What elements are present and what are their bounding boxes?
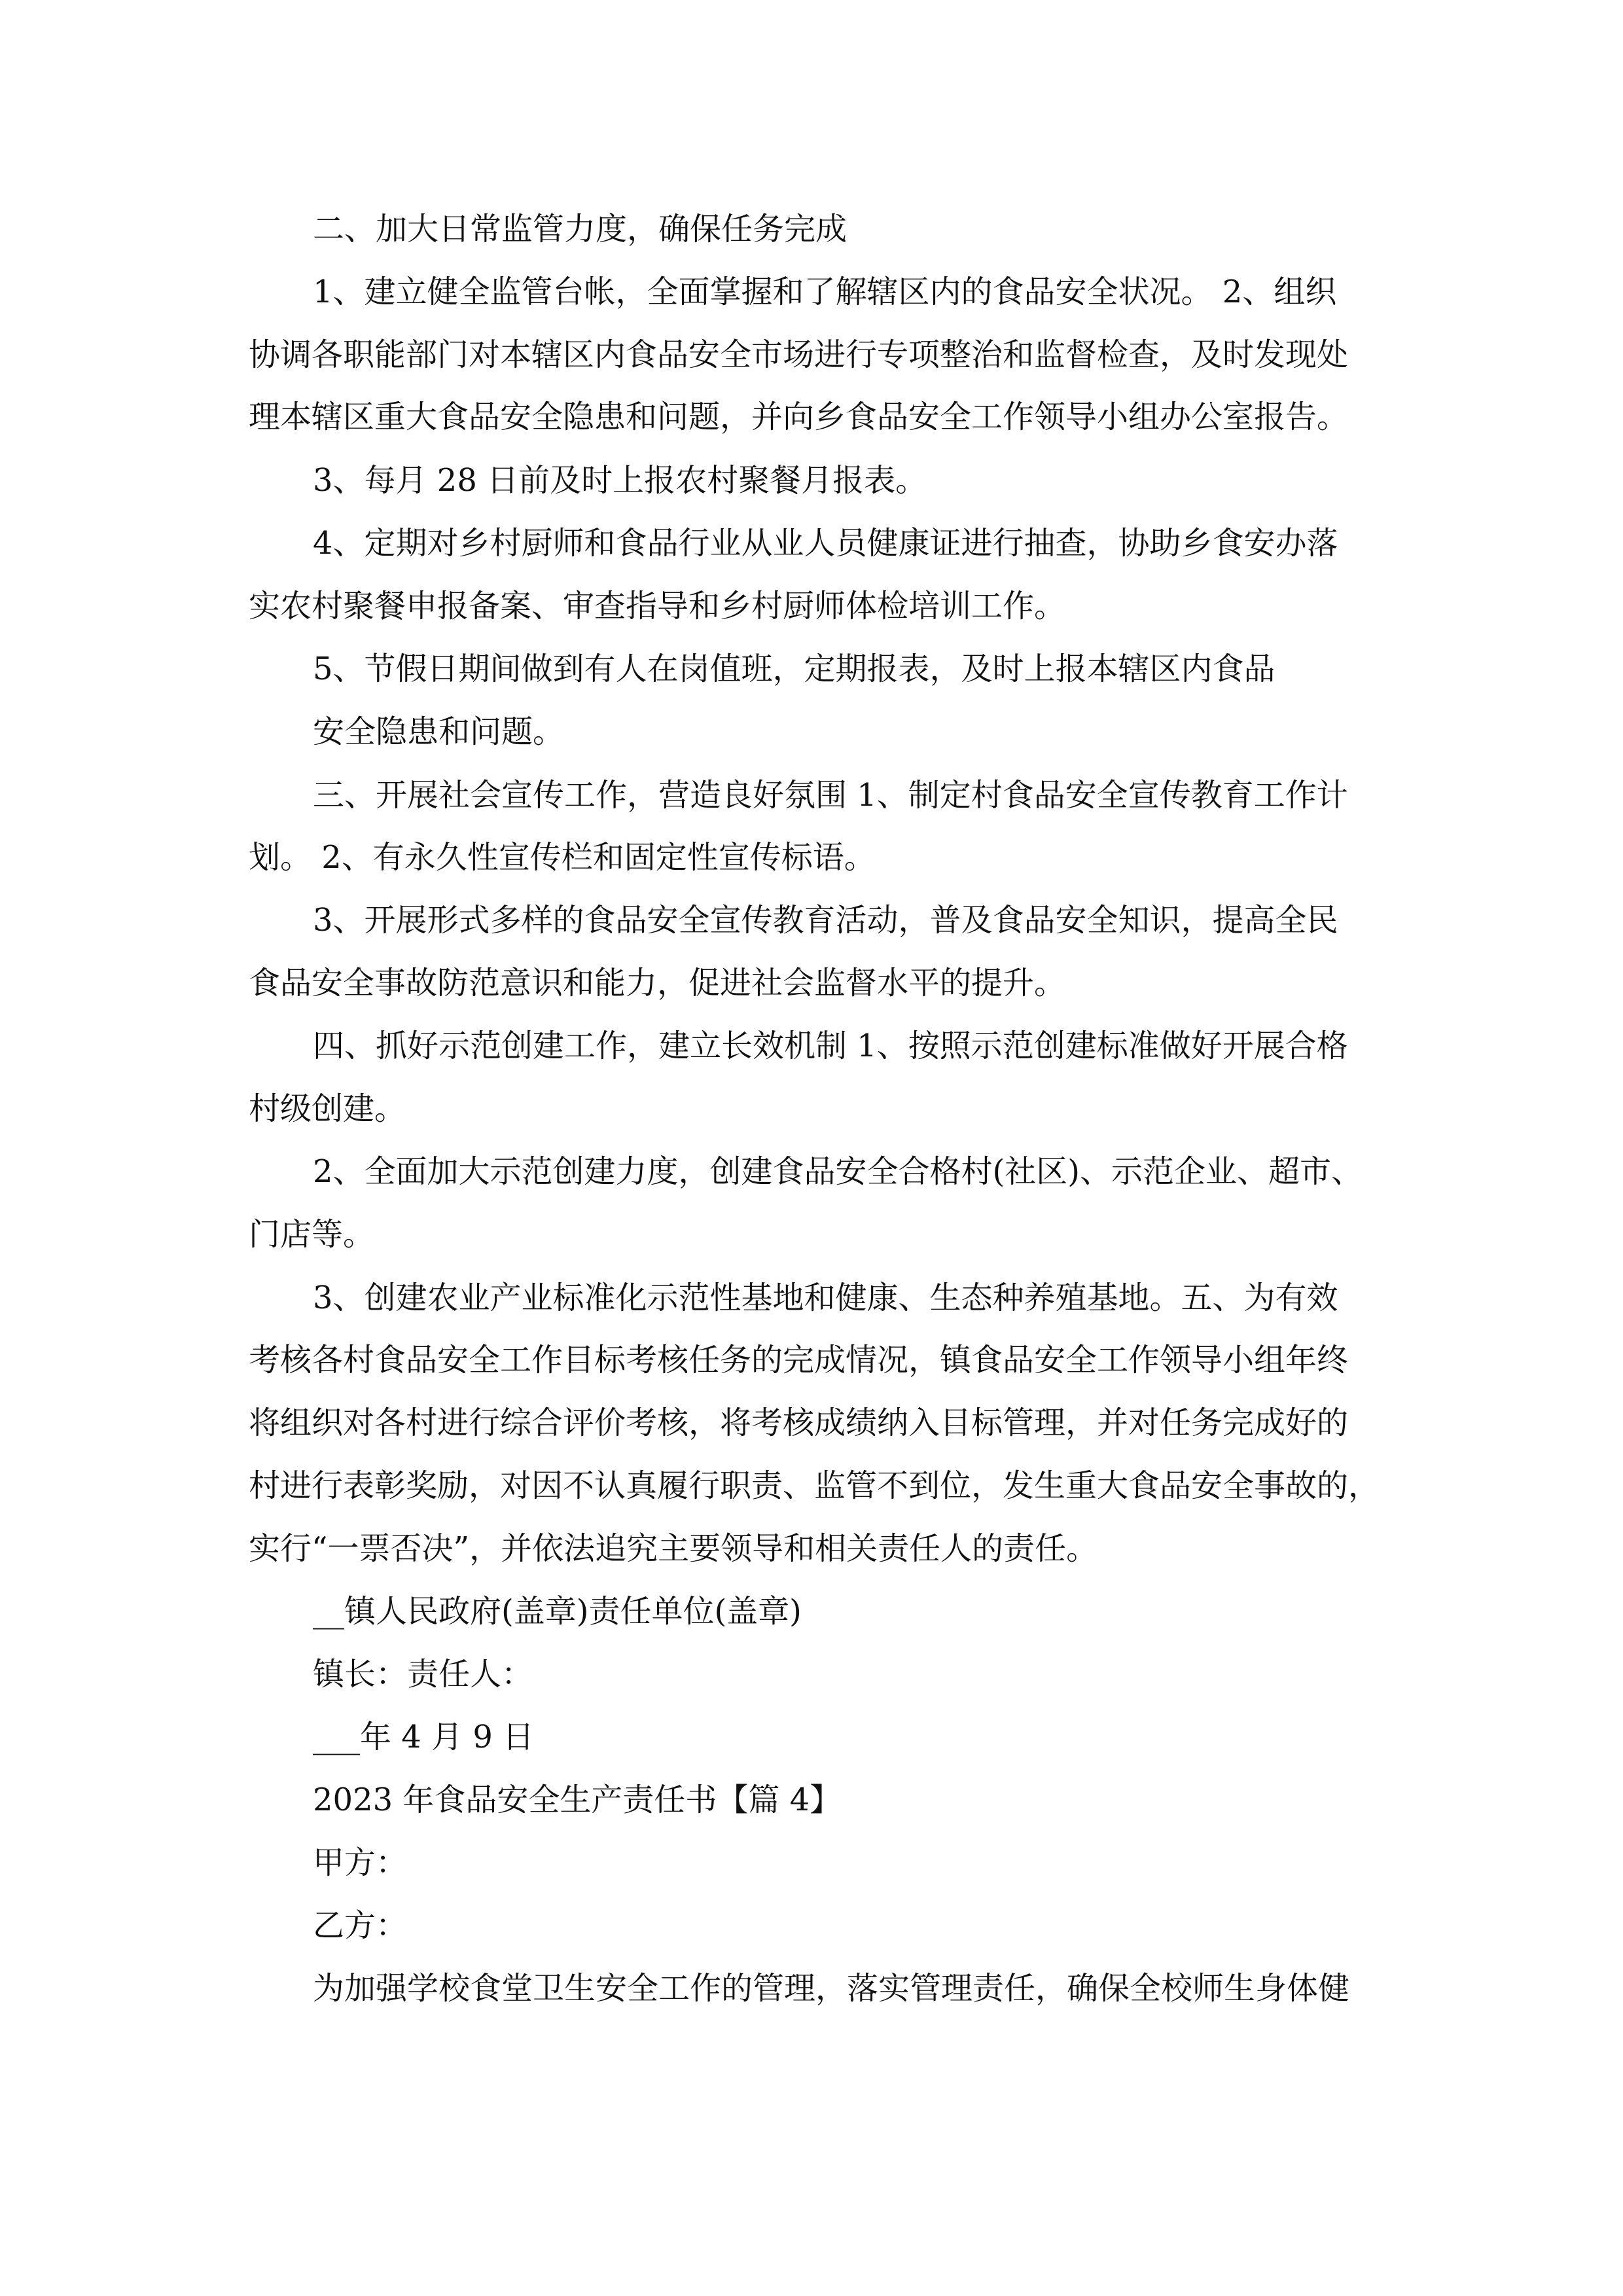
paragraph-line: 3、创建农业产业标准化示范性基地和健康、生态种养殖基地。五、为有效 bbox=[313, 1280, 1338, 1316]
paragraph-line: 食品安全事故防范意识和能力，促进社会监督水平的提升。 bbox=[249, 965, 1066, 1001]
paragraph-line: 为加强学校食堂卫生安全工作的管理，落实管理责任，确保全校师生身体健 bbox=[313, 1970, 1350, 2007]
party-b-line: 乙方： bbox=[313, 1907, 408, 1944]
paragraph-line: 实农村聚餐申报备案、审查指导和乡村厨师体检培训工作。 bbox=[249, 588, 1066, 624]
section-heading-4: 四、抓好示范创建工作，建立长效机制 1、按照示范创建标准做好开展合格 bbox=[313, 1028, 1348, 1064]
paragraph-line: 考核各村食品安全工作目标考核任务的完成情况，镇食品安全工作领导小组年终 bbox=[249, 1342, 1349, 1378]
paragraph-line: 3、每月 28 日前及时上报农村聚餐月报表。 bbox=[313, 462, 927, 499]
paragraph-line: 理本辖区重大食品安全隐患和问题，并向乡食品安全工作领导小组办公室报告。 bbox=[249, 399, 1349, 435]
paragraph-line: 2、全面加大示范创建力度，创建食品安全合格村(社区)、示范企业、超市、 bbox=[313, 1153, 1363, 1190]
section-heading-3: 三、开展社会宣传工作，营造良好氛围 1、制定村食品安全宣传教育工作计 bbox=[313, 777, 1348, 814]
paragraph-line: 门店等。 bbox=[249, 1216, 375, 1253]
document-title: 2023 年食品安全生产责任书【篇 4】 bbox=[313, 1782, 842, 1818]
paragraph-line: 3、开展形式多样的食品安全宣传教育活动，普及食品安全知识，提高全民 bbox=[313, 902, 1338, 939]
paragraph-line: 安全隐患和问题。 bbox=[313, 713, 565, 750]
paragraph-line: 1、建立健全监管台帐，全面掌握和了解辖区内的食品安全状况。 2、组织 bbox=[313, 274, 1337, 310]
paragraph-line: 协调各职能部门对本辖区内食品安全市场进行专项整治和监督检查，及时发现处 bbox=[249, 336, 1349, 373]
paragraph-line: 4、定期对乡村厨师和食品行业从业人员健康证进行抽查，协助乡食安办落 bbox=[313, 525, 1338, 562]
section-heading-2: 二、加大日常监管力度，确保任务完成 bbox=[313, 211, 847, 247]
paragraph-line: 划。 2、有永久性宣传栏和固定性宣传标语。 bbox=[249, 839, 876, 876]
party-a-line: 甲方： bbox=[313, 1844, 408, 1881]
paragraph-line: 将组织对各村进行综合评价考核，将考核成绩纳入目标管理，并对任务完成好的 bbox=[249, 1405, 1349, 1441]
signature-persons-line: 镇长：责任人： bbox=[313, 1656, 533, 1693]
paragraph-line: 5、节假日期间做到有人在岗值班，定期报表，及时上报本辖区内食品 bbox=[313, 651, 1275, 687]
paragraph-line: 实行“一票否决”，并依法追究主要领导和相关责任人的责任。 bbox=[249, 1530, 1098, 1567]
signature-units-line: __镇人民政府(盖章)责任单位(盖章) bbox=[313, 1593, 802, 1630]
paragraph-line: 村级创建。 bbox=[249, 1090, 406, 1127]
date-line: ___年 4 月 9 日 bbox=[313, 1719, 535, 1755]
paragraph-line: 村进行表彰奖励，对因不认真履行职责、监管不到位，发生重大食品安全事故的， bbox=[249, 1467, 1380, 1504]
